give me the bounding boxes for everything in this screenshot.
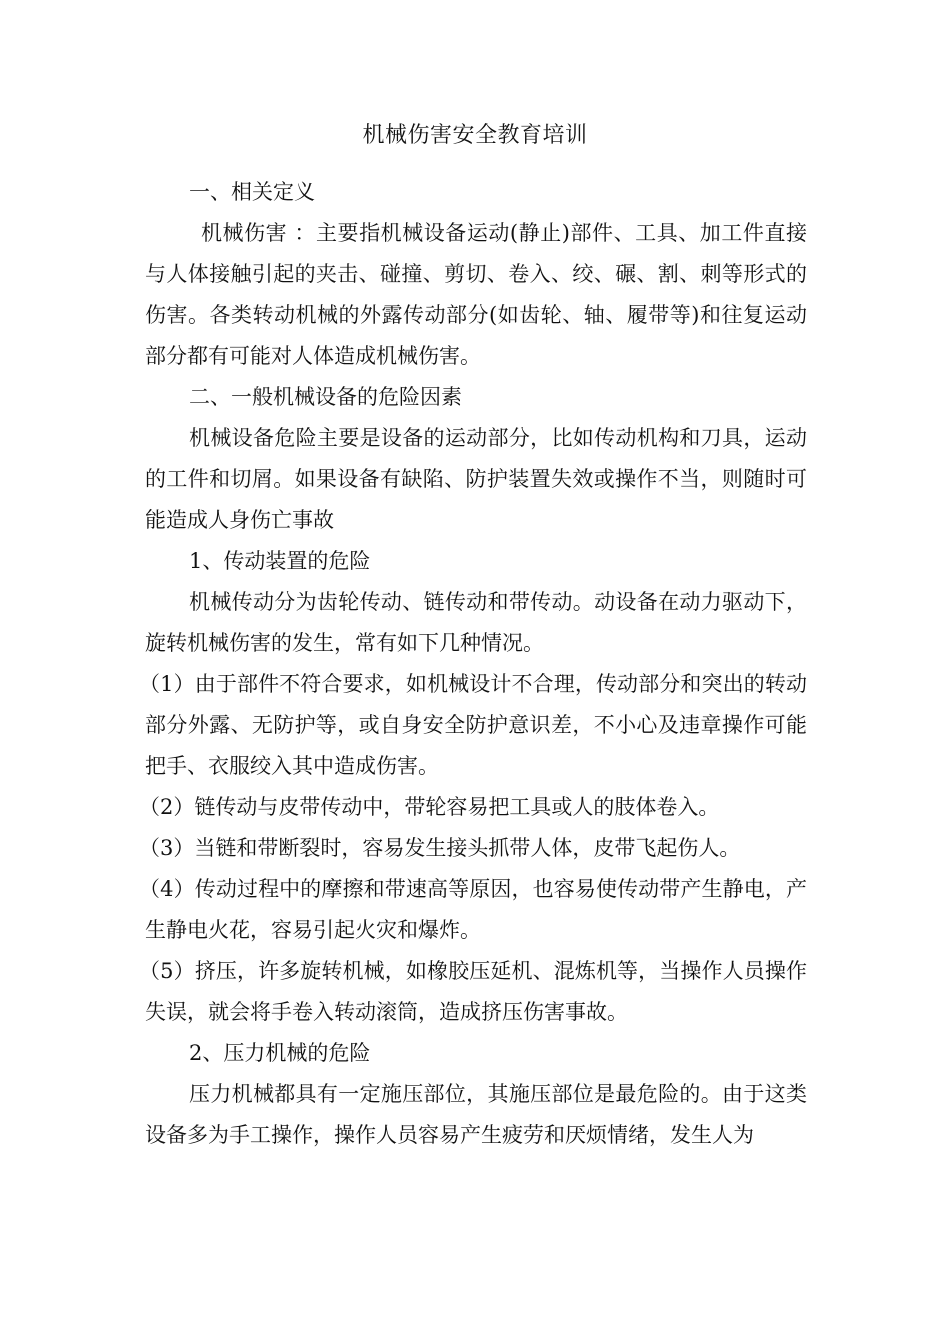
paragraph-transmission: 机械传动分为齿轮传动、链传动和带传动。动设备在动力驱动下，旋转机械伤害的发生，常有如下几种情况。 — [145, 590, 807, 655]
paragraph-definition: 机械伤害 ：主要指机械设备运动(静止)部件、工具、加工件直接与人体接触引起的夹击、碰撞、剪切、卷入、绞、碾、割、刺等形式的伤害。各类转动机械的外露传动部分(如齿轮、轴、履带等)和往复运动部分都有可能对人体造成机械伤害。 — [145, 221, 807, 368]
subheading-press-machinery: 2、压力机械的危险 — [189, 1041, 371, 1065]
list-item: （5）挤压，许多旋转机械，如橡胶压延机、混炼机等，当操作人员操作失误，就会将手卷入转动滚筒，造成挤压伤害事故。 — [139, 959, 807, 1024]
document-title: 机械伤害安全教育培训 — [362, 123, 588, 148]
list-item: （1）由于部件不符合要求，如机械设计不合理，传动部分和突出的转动部分外露、无防护等，或自身安全防护意识差，不小心及违章操作可能把手、衣服绞入其中造成伤害。 — [139, 672, 807, 778]
paragraph-hazards: 机械设备危险主要是设备的运动部分，比如传动机构和刀具，运动的工件和切屑。如果设备有缺陷、防护装置失效或操作不当，则随时可能造成人身伤亡事故 — [145, 426, 807, 532]
list-item: （3）当链和带断裂时，容易发生接头抓带人体，皮带飞起伤人。 — [139, 836, 741, 860]
section-heading-definitions: 一、相关定义 — [189, 180, 315, 204]
section-heading-hazards: 二、一般机械设备的危险因素 — [189, 385, 462, 409]
paragraph-press-machinery: 压力机械都具有一定施压部位，其施压部位是最危险的。由于这类设备多为手工操作，操作人员容易产生疲劳和厌烦情绪，发生人为 — [145, 1082, 807, 1147]
list-item: （4）传动过程中的摩擦和带速高等原因，也容易使传动带产生静电，产生静电火花，容易引起火灾和爆炸。 — [139, 877, 807, 942]
document-body — [139, 172, 807, 1156]
list-item: （2）链传动与皮带传动中，带轮容易把工具或人的肢体卷入。 — [139, 795, 720, 819]
subheading-transmission: 1、传动装置的危险 — [189, 549, 371, 573]
